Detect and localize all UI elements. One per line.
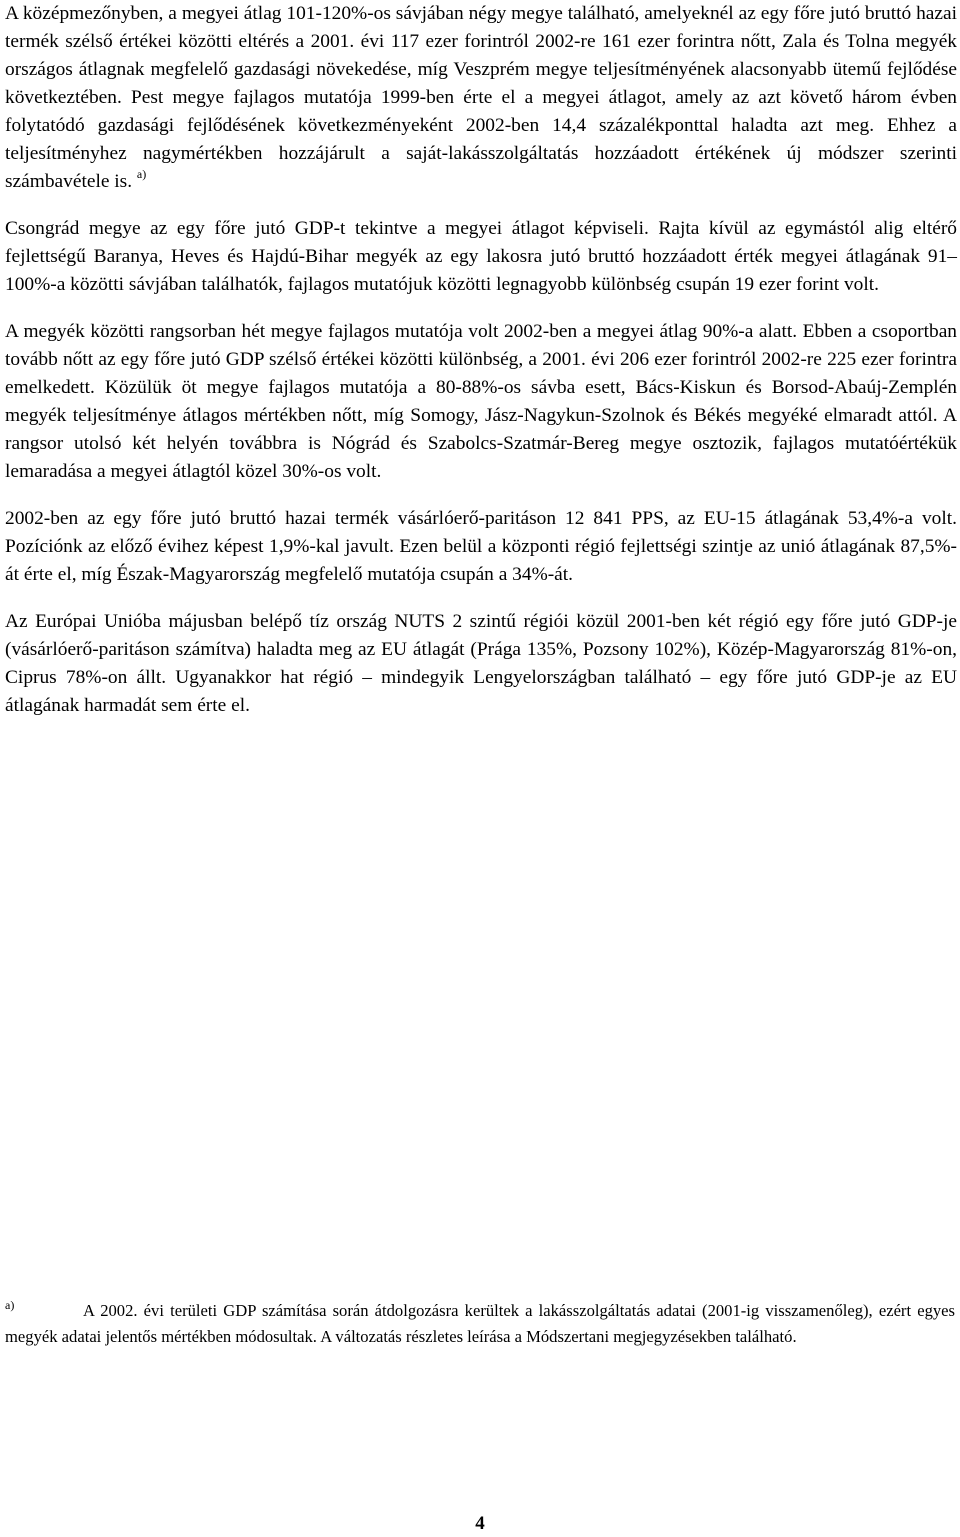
paragraph-eu-regions: Az Európai Unióba májusban belépő tíz ország NUTS 2 szintű régiói közül 2001-ben két régió egy főre jutó GDP-je (vásárlóerő-paritáson számítva) haladta meg az EU átlagát (Prága 135%, Pozsony 102%), Közép-Magyarország 81%-on, Ciprus 78%-on állt. Ugyanakkor hat régió – mindegyik Lengyelországban található – egy főre jutó GDP-je az EU átlagának harmadát sem érte el. [5,611,957,716]
paragraph-text: A középmezőnyben, a megyei átlag 101-120%-os sávjában négy megye található, amelyeknél az egy főre jutó bruttó hazai termék szélső értékei közötti eltérés a 2001. évi 117 ezer forintról 2002-re 161 ezer forintra nőtt, Zala és Tolna megyék országos átlagnak megfelelő gazdasági növekedése, míg Veszprém megye teljesítményének alacsonyabb ütemű fejlődése következtében. Pest megye fajlagos mutatója 1999-ben érte el a megyei átlagot, amely az azt követő három évben folytatódó gazdasági fejlődésének következményeként 2002-ben 14,4 százalékponttal haladta azt meg. Ehhez a teljesítményhez nagymértékben hozzájárult a saját-lakásszolgáltatás hozzáadott értékének új módszer szerinti számbavétele is. [5,3,957,192]
paragraph-csongrad: Csongrád megye az egy főre jutó GDP-t tekintve a megyei átlagot képviseli. Rajta kívül az egymástól alig eltérő fejlettségű Baranya, Heves és Hajdú-Bihar megyék az egy lakosra jutó bruttó hozzáadott érték megyei átlagának 91–100%-a közötti sávjában találhatók, fajlagos mutatójuk közötti legnagyobb különbség csupán 19 ezer forint volt. [5,218,957,295]
paragraph-ranking: A megyék közötti rangsorban hét megye fajlagos mutatója volt 2002-ben a megyei átlag 90%-a alatt. Ebben a csoportban tovább nőtt az egy főre jutó GDP szélső értékei közötti különbség, a 2001. évi 206 ezer forintról 2002-re 225 ezer forintra emelkedett. Közülük öt megye fajlagos mutatója a 80-88%-os sávba esett, Bács-Kiskun és Borsod-Abaúj-Zemplén megyék teljesítménye átlagos mértékben nőtt, míg Somogy, Jász-Nagykun-Szolnok és Békés megyéké elmaradt attól. A rangsor utolsó két helyén továbbra is Nógrád és Szabolcs-Szatmár-Bereg megye osztozik, fajlagos mutatóértékük lemaradása a megyei átlagtól közel 30%-os volt. [5,321,957,482]
footnote: a) A 2002. évi területi GDP számítása során átdolgozásra kerültek a lakásszolgáltatás adatai (2001-ig visszamenőleg), ezért egyes megyék adatai jelentős mértékben módosultak. A változatás részletes leírása a Módszertani megjegyzésekben található. [5,1298,955,1346]
document-body [5,0,957,720]
paragraph-pps: 2002-ben az egy főre jutó bruttó hazai termék vásárlóerő-paritáson 12 841 PPS, az EU-15 átlagának 53,4%-a volt. Pozíciónk az előző évihez képest 1,9%-kal javult. Ezen belül a központi régió fejlettségi szintje az unió átlagának 87,5%-át érte el, míg Észak-Magyarország megfelelő mutatója csupán a 34%-át. [5,508,957,585]
page-number: 4 [475,1513,485,1534]
footnote-reference[interactable]: a) [136,167,147,181]
paragraph-county-middle-band [5,0,957,196]
footnote-text: A 2002. évi területi GDP számítása során átdolgozásra kerültek a lakásszolgáltatás adatai (2001-ig visszamenőleg), ezért egyes megyék adatai jelentős mértékben módosultak. A változatás részletes leírása a Módszertani megjegyzésekben található. [5,1301,955,1346]
